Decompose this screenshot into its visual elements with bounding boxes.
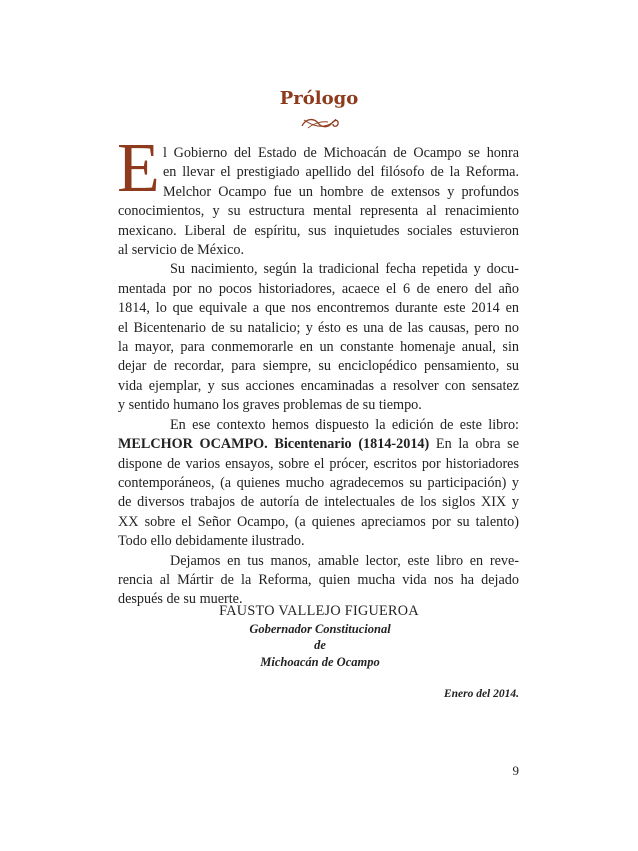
page-number: 9	[512, 763, 519, 778]
text-line: Su nacimiento, según la tradicional fecha repetida y docu-	[170, 261, 519, 278]
text-line: al servicio de México.	[118, 242, 245, 259]
text-line: y sentido humano los graves problemas de su tiempo.	[118, 397, 422, 414]
prologue-text	[118, 144, 519, 610]
drop-cap: E	[117, 130, 160, 207]
text-line: l Gobierno del Estado de Michoacán de Ocampo se honra	[163, 145, 519, 161]
text-line: después de su muerte.	[118, 591, 243, 608]
signatory-role-connector: de	[314, 638, 326, 652]
text-line: 1814, lo que equivale a que nos encontremos durante este 2014 en	[118, 300, 519, 317]
text-line: dejar de recordar, para siempre, su enciclopédico pensamiento, su	[118, 358, 519, 375]
page-title: Prólogo	[279, 88, 359, 109]
text-line: conocimientos, y su estructura mental representa al renacimiento	[118, 203, 519, 220]
text-line: Dejamos en tus manos, amable lector, este libro en reve-	[170, 552, 519, 569]
text-line: en llevar el prestigiado apellido del filósofo de la Reforma.	[163, 164, 519, 181]
text-line: contemporáneos, (a quienes mucho agradecemos su participación) y	[118, 474, 519, 491]
text-line: Todo ello debidamente ilustrado.	[118, 533, 305, 550]
signatory-state: Michoacán de Ocampo	[260, 655, 380, 669]
text-line: el Bicentenario de su natalicio; y ésto es una de las causas, pero no	[118, 319, 519, 336]
text-line: MELCHOR OCAMPO. Bicentenario (1814-2014) En la obra se	[118, 436, 519, 453]
text-line: XX sobre el Señor Ocampo, (a quienes apreciamos por su talento)	[118, 513, 519, 530]
date-line: Enero del 2014.	[443, 688, 519, 700]
flourish-ornament-icon	[298, 114, 342, 132]
text-line: mexicano. Liberal de espíritu, sus inquietudes sociales estuvieron	[118, 222, 519, 239]
text-line: En ese contexto hemos dispuesto la edición de este libro:	[170, 416, 519, 433]
signatory-role: Gobernador Constitucional	[249, 622, 391, 636]
book-title: MELCHOR OCAMPO. Bicentenario (1814-2014)	[118, 436, 430, 453]
text-line: rencia al Mártir de la Reforma, quien mucha vida nos ha dejado	[118, 571, 519, 588]
text-line: vida ejemplar, y sus acciones encaminadas a resolver con sensatez	[118, 377, 519, 394]
text-line: Melchor Ocampo fue un hombre de extensos y profundos	[163, 183, 519, 200]
signatory-name: FAUSTO VALLEJO FIGUEROA	[219, 603, 419, 619]
text-line: la mayor, para conmemorarle en un constante homenaje anual, sin	[118, 339, 519, 356]
text-line: mentada por no pocos historiadores, acaece el 6 de enero del año	[118, 280, 519, 297]
text-line: de diversos trabajos de autoría de intelectuales de los siglos XIX y	[118, 494, 519, 511]
text-line: dispone de varios ensayos, sobre el prócer, escritos por historiadores	[118, 455, 519, 472]
